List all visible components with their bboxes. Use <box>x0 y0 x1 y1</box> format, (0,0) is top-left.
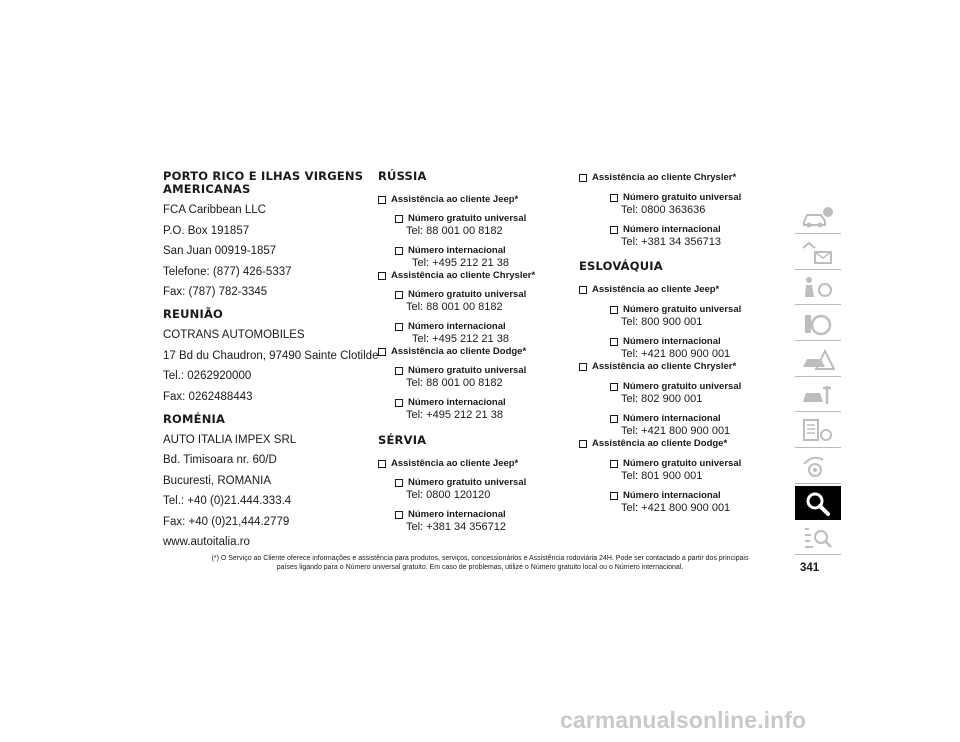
checkbox-square-icon <box>610 226 618 234</box>
text-line: Tel.: +40 (0)21.444.333.4 <box>163 495 292 507</box>
phone-value: Tel: 802 900 001 <box>621 393 703 405</box>
checkbox-square-icon <box>610 194 618 202</box>
checkbox-square-icon <box>395 215 403 223</box>
column-2 <box>378 170 578 534</box>
column-1 <box>163 169 379 557</box>
list-item: Assistência ao cliente Jeep* <box>579 284 779 296</box>
list-item: Número internacional <box>610 224 779 236</box>
tab-safety[interactable] <box>795 271 841 305</box>
phone-value: Tel: +495 212 21 38 <box>412 257 509 269</box>
checkbox-square-icon <box>610 492 618 500</box>
list-item: Assistência ao cliente Dodge* <box>378 346 578 358</box>
checkbox-square-icon <box>395 323 403 331</box>
phone-value: Tel: 88 001 00 8182 <box>406 301 503 313</box>
tab-car-info[interactable] <box>795 200 841 234</box>
checkbox-square-icon <box>579 286 587 294</box>
warning-car-icon <box>801 347 835 373</box>
list-item: Assistência ao cliente Chrysler* <box>579 172 779 184</box>
checkbox-square-icon <box>395 291 403 299</box>
checkbox-square-icon <box>378 272 386 280</box>
phone-value: Tel: 88 001 00 8182 <box>406 377 503 389</box>
list-item: Assistência ao cliente Dodge* <box>579 438 779 450</box>
index-icon <box>801 525 835 551</box>
safety-icon <box>801 275 835 301</box>
text-line: Bd. Timisoara nr. 60/D <box>163 454 277 466</box>
section-title-reuniao: REUNIÃO <box>163 307 224 321</box>
checkbox-square-icon <box>579 174 587 182</box>
list-item: Número internacional <box>395 509 578 521</box>
list-item: Número gratuito universal <box>610 458 779 470</box>
checkbox-square-icon <box>395 247 403 255</box>
list-item: Número gratuito universal <box>395 289 578 301</box>
text-line: FCA Caribbean LLC <box>163 204 266 216</box>
checkbox-square-icon <box>395 511 403 519</box>
list-item: Assistência ao cliente Chrysler* <box>378 270 578 282</box>
text-line: Bucuresti, ROMANIA <box>163 474 271 487</box>
text-line: San Juan 00919-1857 <box>163 245 277 257</box>
phone-value: Tel: +421 800 900 001 <box>621 425 731 437</box>
checkbox-square-icon <box>579 440 587 448</box>
page-number: 341 <box>800 562 820 574</box>
checkbox-square-icon <box>610 306 618 314</box>
column-3 <box>579 172 779 515</box>
tab-service[interactable] <box>795 378 841 412</box>
tab-steering-start[interactable] <box>795 307 841 341</box>
phone-value: Tel: +495 212 21 38 <box>406 409 503 421</box>
list-item: Número internacional <box>395 397 578 409</box>
list-item: Número internacional <box>610 413 779 425</box>
text-line: COTRANS AUTOMOBILES <box>163 329 305 341</box>
checkbox-square-icon <box>395 479 403 487</box>
list-item: Número internacional <box>395 245 578 257</box>
section-title-porto-rico: PORTO RICO E ILHAS VIRGENS AMERICANAS <box>163 169 364 196</box>
checkbox-square-icon <box>378 460 386 468</box>
list-item: Número gratuito universal <box>610 304 779 316</box>
tab-search[interactable] <box>795 486 841 520</box>
phone-value: Tel: 0800 363636 <box>621 204 706 216</box>
footnote <box>175 555 785 572</box>
checkbox-square-icon <box>395 399 403 407</box>
phone-value: Tel: 801 900 001 <box>621 470 703 482</box>
text-line: Fax: (787) 782-3345 <box>163 286 268 298</box>
tab-specs[interactable] <box>795 414 841 448</box>
list-item: Assistência ao cliente Chrysler* <box>579 361 779 373</box>
checkbox-square-icon <box>610 460 618 468</box>
phone-value: Tel: 800 900 001 <box>621 316 703 328</box>
car-mail-icon <box>801 240 835 266</box>
multimedia-icon <box>801 454 835 480</box>
tab-car-mail[interactable] <box>795 236 841 270</box>
list-item: Número gratuito universal <box>395 213 578 225</box>
phone-value: Tel: +381 34 356712 <box>406 521 507 533</box>
list-item: Número gratuito universal <box>395 477 578 489</box>
checkbox-square-icon <box>395 367 403 375</box>
phone-value: Tel: +495 212 21 38 <box>412 333 509 345</box>
chapter-tabs <box>795 200 841 557</box>
text-line: Tel.: 0262920000 <box>163 370 252 382</box>
text-line: www.autoitalia.ro <box>163 536 250 548</box>
phone-value: Tel: +421 800 900 001 <box>621 348 731 360</box>
list-item: Número internacional <box>395 321 578 333</box>
section-title-eslovaquia: ESLOVÁQUIA <box>579 259 663 273</box>
tab-multimedia[interactable] <box>795 450 841 484</box>
list-item: Número gratuito universal <box>395 365 578 377</box>
checkbox-square-icon <box>610 383 618 391</box>
phone-value: Tel: +421 800 900 001 <box>621 502 731 514</box>
list-item: Assistência ao cliente Jeep* <box>378 458 578 470</box>
section-title-russia: RÚSSIA <box>378 169 427 183</box>
text-line: Fax: +40 (0)21,444.2779 <box>163 515 290 528</box>
text-line: Fax: 0262488443 <box>163 390 253 403</box>
text-line: P.O. Box 191857 <box>163 224 250 237</box>
section-title-romenia: ROMÉNIA <box>163 411 226 426</box>
phone-value: Tel: +381 34 356713 <box>621 236 722 248</box>
text-line: AUTO ITALIA IMPEX SRL <box>163 433 297 446</box>
tab-index[interactable] <box>795 521 841 555</box>
list-item: Número gratuito universal <box>610 381 779 393</box>
phone-value: Tel: 88 001 00 8182 <box>406 225 503 237</box>
steering-start-icon <box>801 311 835 337</box>
list-item: Número internacional <box>610 336 779 348</box>
checkbox-square-icon <box>610 415 618 423</box>
checkbox-square-icon <box>378 196 386 204</box>
specs-icon <box>801 418 835 444</box>
list-item: Assistência ao cliente Jeep* <box>378 194 578 206</box>
checkbox-square-icon <box>378 348 386 356</box>
text-line: Telefone: (877) 426-5337 <box>163 265 292 278</box>
footnote-line: (*) O Serviço ao Cliente oferece informações e assistência para produtos, serviços, concessionários e Assistência rodoviária 24H. Pode ser contactado a partir dos principais <box>211 555 749 562</box>
phone-value: Tel: 0800 120120 <box>406 489 491 501</box>
car-info-icon <box>801 204 835 230</box>
tab-warning-car[interactable] <box>795 343 841 377</box>
list-item: Número internacional <box>610 490 779 502</box>
checkbox-square-icon <box>610 338 618 346</box>
watermark: carmanualsonline.info <box>560 707 807 733</box>
search-icon <box>801 490 835 516</box>
section-title-servia: SÉRVIA <box>378 433 427 447</box>
text-line: 17 Bd du Chaudron, 97490 Sainte Clotilde <box>163 349 379 362</box>
footnote-line: países ligando para o Número universal gratuito. Em caso de problemas, utilize o Número gratuito local ou o Número internacional. <box>276 563 684 571</box>
service-icon <box>801 382 835 408</box>
list-item: Número gratuito universal <box>610 192 779 204</box>
checkbox-square-icon <box>579 363 587 371</box>
